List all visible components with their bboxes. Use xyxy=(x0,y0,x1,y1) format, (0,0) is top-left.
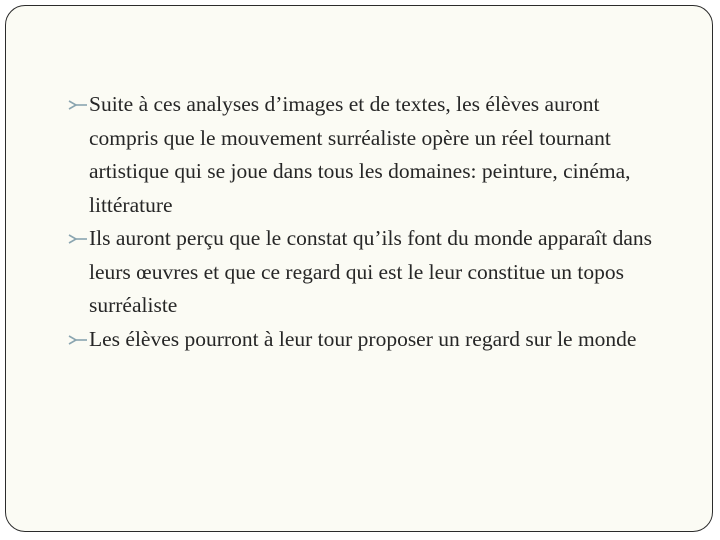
bullet-list xyxy=(68,88,668,356)
bullet-text: Ils auront perçu que le constat qu’ils font du monde apparaît dans leurs œuvres et que ce regard qui est le leur constitue un topos surréaliste xyxy=(89,226,653,317)
arrow-bullet-icon xyxy=(68,99,88,111)
bullet-item xyxy=(68,88,668,222)
arrow-bullet-icon xyxy=(68,334,88,346)
arrow-bullet-icon xyxy=(68,233,88,245)
bullet-text: Les élèves pourront à leur tour proposer un regard sur le monde xyxy=(89,326,637,351)
bullet-text: Suite à ces analyses d’images et de textes, les élèves auront compris que le mouvement surréaliste opère un réel tournant artistique qui se joue dans tous les domaines: peinture, cinéma, littérature xyxy=(89,92,631,217)
bullet-item xyxy=(68,222,668,323)
bullet-item xyxy=(68,323,668,357)
slide-frame xyxy=(5,5,713,532)
